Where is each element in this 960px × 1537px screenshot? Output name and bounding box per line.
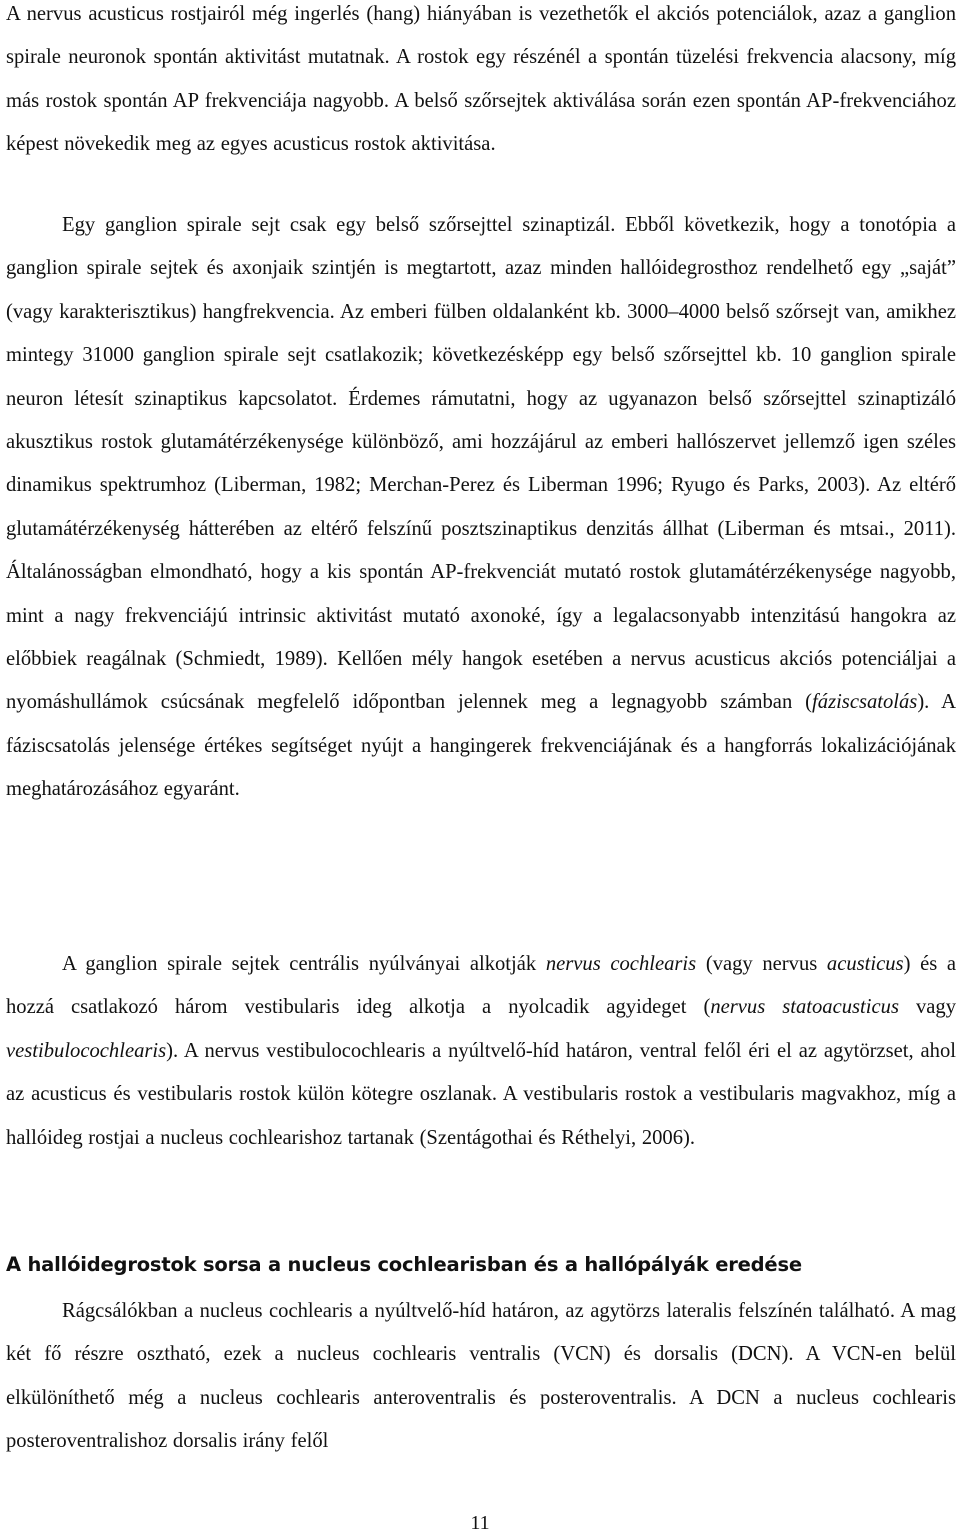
paragraph-1 <box>6 0 956 167</box>
page-number: 11 <box>470 1512 490 1534</box>
paragraph-4 <box>6 1290 956 1464</box>
text-run: ) és a hozzá csatlakozó három vestibularis ideg alkotja a nyolcadik agyideget ( <box>6 953 957 1019</box>
text-run: ). A fáziscsatolás jelensége értékes segítséget nyújt a hangingerek frekvenciájának és a hangforrás lokalizációjának meghatározásához egyaránt. <box>6 691 956 801</box>
italic-term: nervus statoacusticus <box>710 996 899 1019</box>
text-run: vagy <box>898 996 956 1019</box>
text-run: Egy ganglion spirale sejt csak egy belső szőrsejttel szinaptizál. Ebből következik, hogy a tonotópia a ganglion spirale sejtek és axonjaik szintjén is megtartott, azaz minden hallóidegrosthoz rendelhető egy „saját” (vagy karakterisztikus) hangfrekvencia. Az emberi fülben oldalanként kb. 3000–4000 belső szőrsejt van, amikhez mintegy 31000 ganglion spirale sejt csatlakozik; következésképp egy belső szőrsejttel kb. 10 ganglion spirale neuron létesít szinaptikus kapcsolatot. Érdemes rámutatni, hogy az ugyanazon belső szőrsejttel szinaptizáló akusztikus rostok glutamátérzékenysége különböző, ami hozzájárul az emberi hallószervet jellemző igen széles dinamikus spektrumhoz (Liberman, 1982; Merchan-Perez és Liberman 1996; Ryugo és Parks, 2003). Az eltérő glutamátérzékenység hátterében az eltérő felszínű posztszinaptikus denzitás állhat (Liberman és mtsai., 2011). Általánosságban elmondható, hogy a kis spontán AP-frekvenciát mutató rostok glutamátérzékenysége nagyobb, mint a nagy frekvenciájú intrinsic aktivitást mutató axonoké, így a legalacsonyabb intenzitású hangokra az előbbiek reagálnak (Schmiedt, 1989). Kellően mély hangok esetében a nervus acusticus akciós potenciáljai a nyomáshullámok csúcsának megfelelő időpontban jelennek meg a legnagyobb számban ( <box>6 214 956 714</box>
paragraph-2 <box>6 204 956 812</box>
text-run: A nervus acusticus rostjairól még ingerlés (hang) hiányában is vezethetők el akciós potenciálok, azaz a ganglion spirale neuronok spontán aktivitást mutatnak. A rostok egy részénél a spontán tüzelési frekvencia alacsony, míg más rostok spontán AP frekvenciája nagyobb. A belső szőrsejtek aktiválása során ezen spontán AP-frekvenciához képest növekedik meg az egyes acusticus rostok aktivitása. <box>6 3 956 156</box>
italic-term: vestibulocochlearis <box>6 1039 167 1062</box>
text-run: A ganglion spirale sejtek centrális nyúlványai alkotják <box>62 953 546 975</box>
italic-term: nervus cochlearis <box>545 953 697 975</box>
italic-term: fáziscsatolás <box>812 691 918 714</box>
text-run: (vagy nervus <box>696 953 827 975</box>
text-run: ). A nervus vestibulocochlearis a nyúltvelő-híd határon, ventral felől éri el az agytörzset, ahol az acusticus és vestibularis rostok külön kötegre oszlanak. A vestibularis rostok a vestibularis magvakhoz, míg a hallóideg rostjai a nucleus cochlearishoz tartanak (Szentágothai és Réthelyi, 2006). <box>6 1039 956 1149</box>
section-heading: A hallóidegrostok sorsa a nucleus cochlearisban és a hallópályák eredése <box>6 1253 802 1276</box>
italic-term: acusticus <box>826 953 904 975</box>
text-run: Rágcsálókban a nucleus cochlearis a nyúltvelő-híd határon, az agytörzs lateralis felszínén található. A mag két fő részre osztható, ezek a nucleus cochlearis ventralis (VCN) és dorsalis (DCN). A VCN-en belül elkülöníthető még a nucleus cochlearis anteroventralis és posteroventralis. A DCN a nucleus cochlearis posteroventralishoz dorsalis irány felől <box>6 1300 956 1453</box>
paragraph-3 <box>6 943 956 1160</box>
